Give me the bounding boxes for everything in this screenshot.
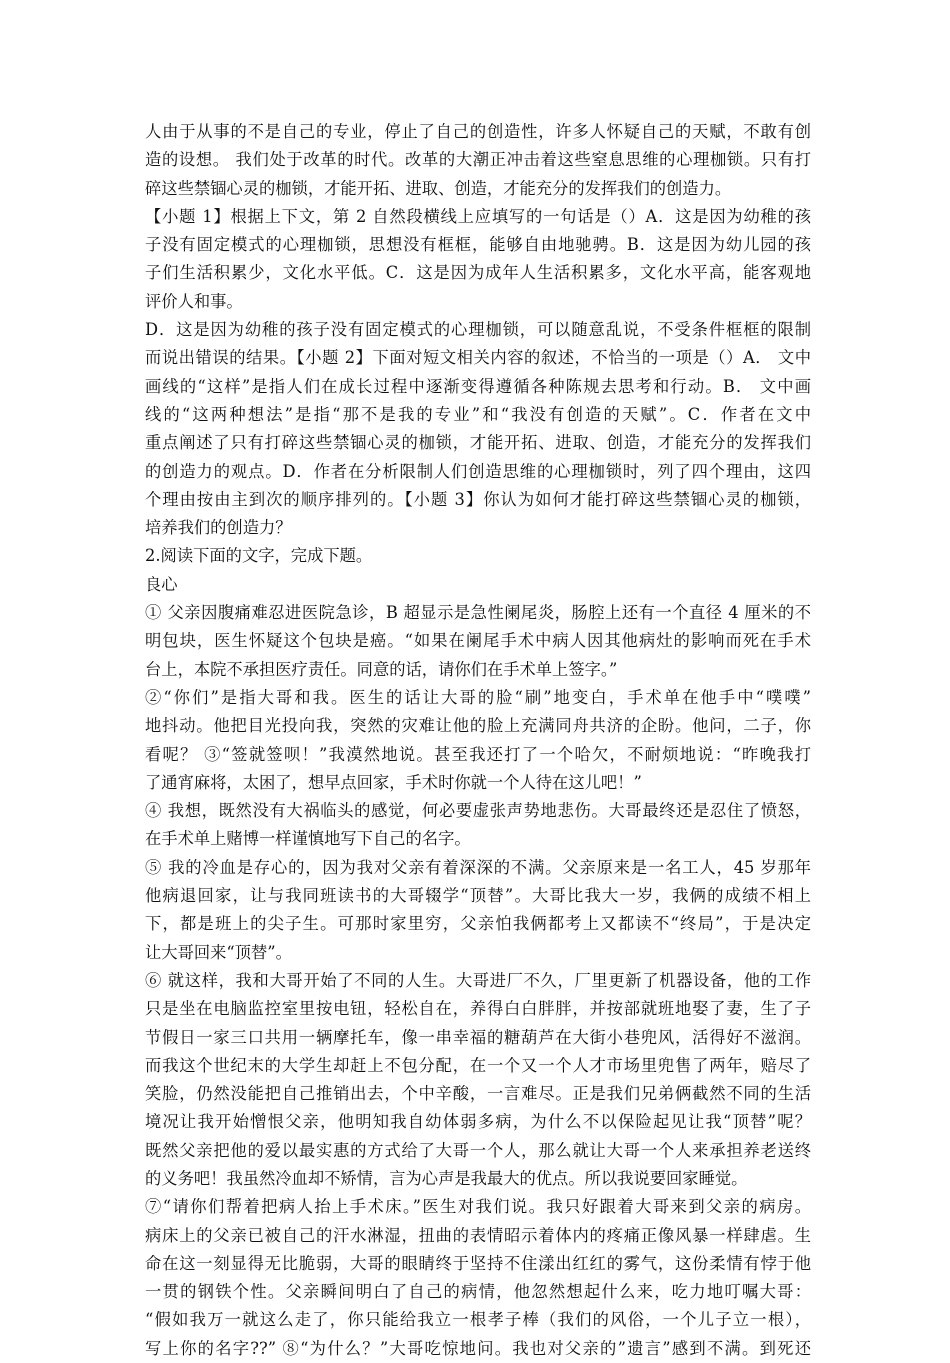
text-line: 画线的“这样”是指人们在成长过程中逐渐变得遵循各种陈规去思考和行动。B． 文中画	[145, 376, 811, 396]
text-line: 的创造力的观点。D．作者在分析限制人们创造思维的心理枷锁时，列了四个理由，这四	[145, 461, 811, 481]
text-line: 台上，本院不承担医疗责任。同意的话，请你们在手术单上签字。”	[145, 659, 618, 679]
text-line: 地抖动。他把目光投向我，突然的灾难让他的脸上充满同舟共济的企盼。他问，二子，你	[145, 716, 811, 736]
text-line: 人由于从事的不是自己的专业，停止了自己的创造性，许多人怀疑自己的天赋，不敢有创	[145, 122, 811, 141]
text-line: “假如我万一就这么走了，你只能给我立一根孝子棒（我们的风俗，一个儿子立一根），	[145, 1310, 811, 1330]
text-line: 评价人和事。	[145, 291, 243, 311]
text-line: 病床上的父亲已被自己的汗水淋湿，扭曲的表情昭示着体内的疼痛正像风暴一样肆虐。生	[145, 1225, 811, 1245]
text-line: 培养我们的创造力？	[145, 518, 292, 538]
text-line: 让大哥回来“顶替”。	[145, 942, 292, 962]
text-line: 而说出错误的结果。【小题 2】下面对短文相关内容的叙述，不恰当的一项是（）A． 文中	[145, 348, 811, 368]
text-line: 子没有固定模式的心理枷锁，思想没有框框，能够自由地驰骋。B．这是因为幼儿园的孩	[145, 235, 811, 255]
text-line: ① 父亲因腹痛难忍进医院急诊，B 超显示是急性阑尾炎，肠腔上还有一个直径 4 厘米的不	[145, 603, 811, 623]
text-line: ⑤ 我的冷血是存心的，因为我对父亲有着深深的不满。父亲原来是一名工人，45 岁那年	[145, 857, 811, 877]
text-line: D．这是因为幼稚的孩子没有固定模式的心理枷锁，可以随意乱说，不受条件框框的限制	[145, 320, 811, 340]
text-line: 个理由按由主到次的顺序排列的。【小题 3】你认为如何才能打碎这些禁锢心灵的枷锁，	[145, 489, 811, 509]
text-line: 境况让我开始憎恨父亲，他明知我自幼体弱多病，为什么不以保险起见让我“顶替”呢？	[145, 1112, 811, 1132]
text-line: 笑脸，仍然没能把自己推销出去，个中辛酸，一言难尽。正是我们兄弟俩截然不同的生活	[145, 1084, 811, 1104]
text-line: 看呢？ ③“签就签呗！”我漠然地说。甚至我还打了一个哈欠，不耐烦地说：“昨晚我打	[145, 744, 811, 764]
text-line: 的义务吧！我虽然冷血却不矫情，言为心声是我最大的优点。所以我说要回家睡觉。	[145, 1168, 748, 1188]
text-line: 命在这一刻显得无比脆弱，大哥的眼睛终于坚持不住漾出红红的雾气，这份柔情有悖于他	[145, 1253, 811, 1273]
text-line: 明包块，医生怀疑这个包块是癌。“如果在阑尾手术中病人因其他病灶的影响而死在手术	[145, 631, 811, 651]
text-line: 下，都是班上的尖子生。可那时家里穷，父亲怕我俩都考上又都读不“终局”，于是决定	[145, 914, 811, 934]
text-line: 只是坐在电脑监控室里按电钮，轻松自在，养得白白胖胖，并按部就班地娶了妻，生了子	[145, 999, 811, 1019]
text-line: ②“你们”是指大哥和我。医生的话让大哥的脸“刷”地变白，手术单在他手中“噗噗”	[145, 687, 811, 707]
text-line: 而我这个世纪末的大学生却赶上不包分配，在一个又一个人才市场里兜售了两年，赔尽了	[145, 1055, 811, 1075]
text-line: 碎这些禁锢心灵的枷锁，才能开拓、进取、创造，才能充分的发挥我们的创造力。	[145, 178, 732, 198]
text-line: 良心	[145, 574, 178, 594]
text-line: 节假日一家三口共用一辆摩托车，像一串幸福的糖葫芦在大街小巷兜风，活得好不滋润。	[145, 1027, 811, 1047]
text-line: 在手术单上赌博一样谨慎地写下自己的名字。	[145, 829, 471, 849]
text-line: 既然父亲把他的爱以最实惠的方式给了大哥一个人，那么就让大哥一个人来承担养老送终	[145, 1140, 811, 1160]
text-line: 【小题 1】根据上下文，第 2 自然段横线上应填写的一句话是（）A．这是因为幼稚的孩	[145, 206, 811, 226]
text-line: 一贯的钢铁个性。父亲瞬间明白了自己的病情，他忽然想起什么来，吃力地叮嘱大哥：	[145, 1282, 811, 1302]
text-line: 他病退回家，让与我同班读书的大哥辍学“顶替”。大哥比我大一岁，我俩的成绩不相上	[145, 886, 811, 906]
text-line: 线的“这两种想法”是指“那不是我的专业”和“我没有创造的天赋”。C．作者在文中	[145, 404, 811, 424]
text-line: 重点阐述了只有打碎这些禁锢心灵的枷锁，才能开拓、进取、创造，才能充分的发挥我们	[145, 433, 811, 453]
text-line: 造的设想。 我们处于改革的时代。改革的大潮正冲击着这些窒息思维的心理枷锁。只有打	[145, 150, 811, 170]
text-line: 了通宵麻将，太困了，想早点回家，手术时你就一个人待在这儿吧！”	[145, 772, 642, 792]
text-line: ④ 我想，既然没有大祸临头的感觉，何必要虚张声势地悲伤。大哥最终还是忍住了愤怒，	[145, 801, 811, 821]
text-line: 子们生活积累少，文化水平低。C．这是因为成年人生活积累多，文化水平高，能客观地	[145, 263, 811, 283]
text-line: ⑦“请你们帮着把病人抬上手术床。”医生对我们说。我只好跟着大哥来到父亲的病房。	[145, 1197, 811, 1217]
text-line: 写上你的名字??” ⑧“为什么？”大哥吃惊地问。我也对父亲的”遗言”感到不满。到死还	[145, 1338, 811, 1358]
document-page	[145, 118, 811, 1363]
text-line: 2.阅读下面的文字，完成下题。	[145, 546, 373, 566]
text-line: ⑥ 就这样，我和大哥开始了不同的人生。大哥进厂不久，厂里更新了机器设备，他的工作	[145, 970, 811, 990]
